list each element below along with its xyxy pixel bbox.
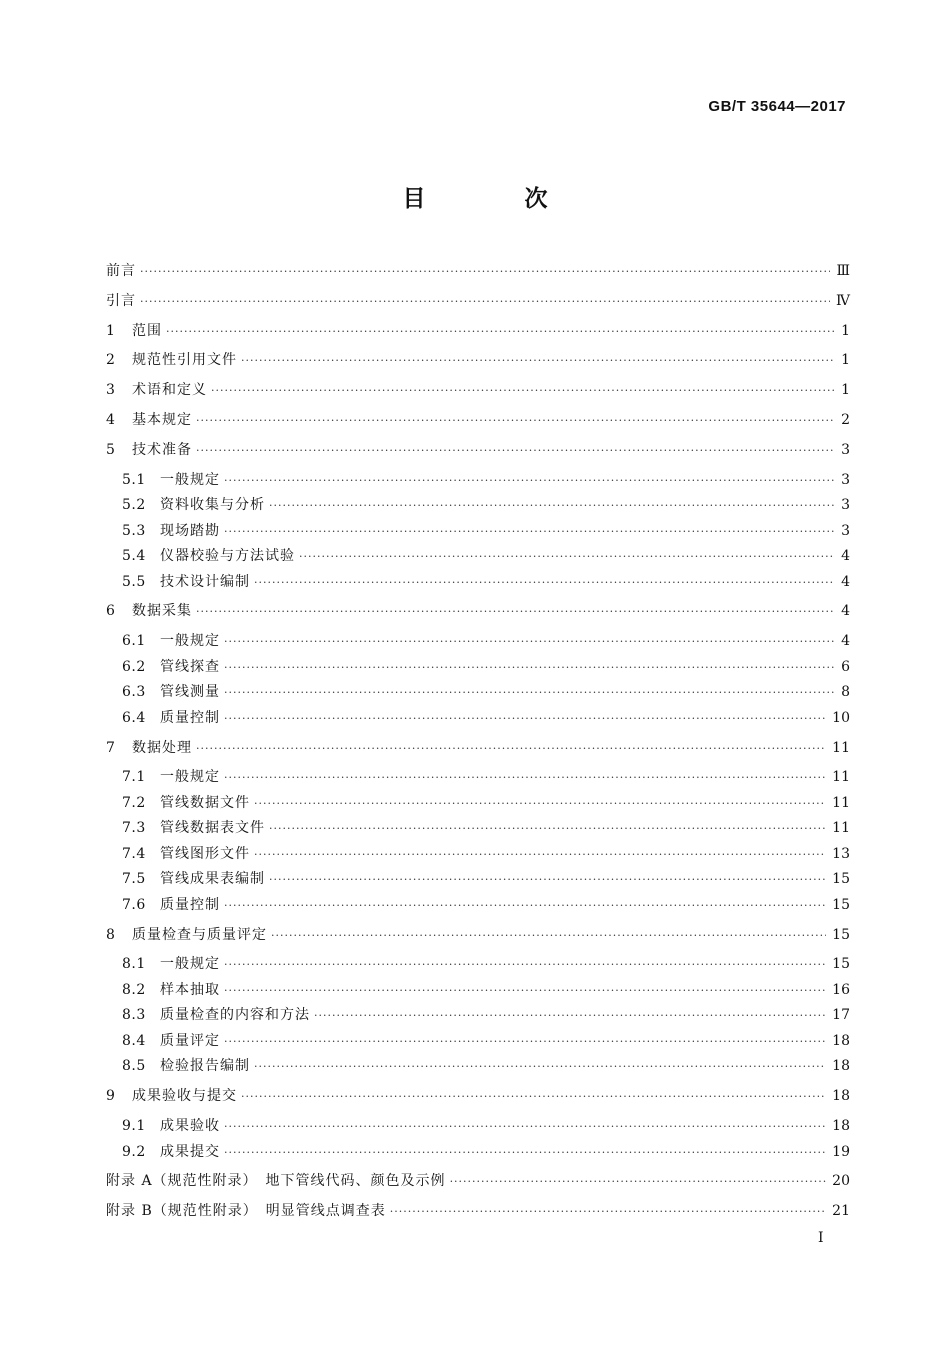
- page-folio: Ⅰ: [818, 1230, 824, 1246]
- toc-entry-number: 6.2: [122, 658, 146, 675]
- toc-entry-title: 管线图形文件: [160, 845, 250, 862]
- toc-entry-page: 3: [841, 441, 850, 458]
- toc-entry-label: [106, 817, 269, 837]
- toc-entry-title: 技术设计编制: [160, 573, 250, 590]
- toc-entry-number: 5: [106, 441, 116, 458]
- toc-leader-dots: [196, 742, 826, 755]
- toc-entry-number: 7.1: [122, 769, 146, 786]
- toc-entry-label: [106, 1055, 254, 1075]
- toc-entry-page: 2: [841, 412, 850, 428]
- toc-entry: [106, 1030, 850, 1050]
- toc-leader-dots: [140, 265, 830, 278]
- toc-entry-title: 技术准备: [132, 441, 192, 458]
- toc-entry: [106, 571, 850, 591]
- toc-entry-number: 4: [106, 412, 116, 428]
- toc-entry-page: 3: [841, 497, 850, 514]
- toc-leader-dots: [254, 797, 826, 810]
- toc-entry: [106, 290, 850, 310]
- toc-entry-label: [106, 707, 224, 727]
- toc-leader-dots: [196, 605, 835, 618]
- toc-entry: [106, 894, 850, 914]
- toc-entry-page: 18: [832, 1058, 850, 1075]
- toc-entry-label: [106, 409, 196, 429]
- toc-entry: [106, 320, 850, 340]
- toc-entry-page: 15: [832, 871, 850, 888]
- toc-entry-title: 数据处理: [132, 739, 192, 756]
- toc-entry: [106, 1004, 850, 1024]
- toc-entry-title: 数据采集: [132, 603, 192, 620]
- toc-entry-number: 1: [106, 322, 116, 339]
- toc-leader-dots: [450, 1175, 827, 1188]
- toc-entry-page: 18: [832, 1032, 850, 1049]
- toc-entry-page: 11: [832, 820, 850, 837]
- toc-entry-label: [106, 520, 224, 540]
- toc-entry-page: 11: [832, 739, 850, 756]
- toc-entry-title: 管线数据文件: [160, 794, 250, 811]
- toc-entry-title: 检验报告编制: [160, 1058, 250, 1075]
- toc-entry-page: 4: [841, 633, 850, 650]
- toc-entry: [106, 1141, 850, 1161]
- toc-entry-number: 8.1: [122, 956, 146, 973]
- toc-entry-number: 8.2: [122, 981, 146, 998]
- toc-entry-title: 质量控制: [160, 709, 220, 726]
- toc-entry-page: 18: [832, 1118, 850, 1134]
- toc-entry: [106, 766, 850, 786]
- toc-entry-label: [106, 260, 140, 280]
- toc-leader-dots: [196, 414, 835, 427]
- toc-entry-label: [106, 1115, 224, 1135]
- toc-leader-dots: [224, 712, 826, 725]
- toc-entry-page: 15: [832, 956, 850, 973]
- toc-entry-page: 4: [841, 573, 850, 590]
- standard-number: GB/T 35644—2017: [708, 98, 846, 115]
- toc-entry-number: 8.4: [122, 1032, 146, 1049]
- toc-leader-dots: [224, 686, 835, 699]
- toc-entry: [106, 656, 850, 676]
- toc-entry-title: 一般规定: [160, 633, 220, 650]
- toc-leader-dots: [224, 474, 835, 487]
- toc-entry-title: 管线数据表文件: [160, 820, 265, 837]
- toc-entry-title: 一般规定: [160, 769, 220, 786]
- toc-entry-page: 11: [832, 769, 850, 786]
- toc-entry-label: [106, 545, 299, 565]
- toc-entry-number: 9.1: [122, 1118, 146, 1134]
- toc-entry: [106, 924, 850, 944]
- toc-entry: [106, 379, 850, 399]
- toc-entry-label: [106, 1004, 314, 1024]
- toc-leader-dots: [224, 958, 826, 971]
- toc-entry: [106, 792, 850, 812]
- toc-entry-number: 6.4: [122, 709, 146, 726]
- toc-entry: [106, 737, 850, 757]
- toc-entry-title: 质量检查与质量评定: [132, 926, 267, 943]
- toc-entry-number: 2: [106, 352, 116, 369]
- toc-entry: [106, 260, 850, 280]
- toc-entry: [106, 707, 850, 727]
- toc-entry: [106, 681, 850, 701]
- toc-entry-number: 5.3: [122, 522, 146, 539]
- toc-entry-title: 质量控制: [160, 896, 220, 913]
- toc-entry-label: [106, 656, 224, 676]
- toc-leader-dots: [224, 984, 826, 997]
- toc-entry-title: 一般规定: [160, 956, 220, 973]
- toc-entry-page: 1: [841, 322, 850, 339]
- toc-entry-number: 7.4: [122, 845, 146, 862]
- toc-entry-label: [106, 1170, 450, 1190]
- toc-entry-label: [106, 600, 196, 620]
- toc-entry: [106, 979, 850, 999]
- toc-entry-page: 21: [832, 1203, 850, 1220]
- toc-entry-label: [106, 494, 269, 514]
- toc-entry-number: 7.5: [122, 871, 146, 888]
- toc-entry-page: Ⅳ: [836, 292, 850, 309]
- toc-leader-dots: [196, 444, 835, 457]
- toc-entry-title: 成果提交: [160, 1143, 220, 1160]
- toc-entry-number: 7.2: [122, 794, 146, 811]
- toc-entry-title: 管线成果表编制: [160, 871, 265, 888]
- toc-entry-label: [106, 1200, 390, 1220]
- toc-entry-page: 19: [832, 1143, 850, 1160]
- toc-entry-number: 5.4: [122, 548, 146, 565]
- toc-entry: [106, 1085, 850, 1105]
- toc-leader-dots: [224, 1120, 826, 1133]
- toc-entry-number: 8.3: [122, 1007, 146, 1024]
- toc-leader-dots: [314, 1009, 826, 1022]
- toc-entry-title: 术语和定义: [132, 382, 207, 399]
- toc-entry: [106, 439, 850, 459]
- toc-entry-page: 18: [832, 1088, 850, 1105]
- toc-leader-dots: [224, 1146, 826, 1159]
- toc-entry-page: 11: [832, 794, 850, 811]
- toc-entry-number: 9.2: [122, 1143, 146, 1160]
- toc-leader-dots: [254, 848, 826, 861]
- toc-entry-page: 4: [841, 548, 850, 565]
- toc-entry-number: 5.2: [122, 497, 146, 514]
- toc-entry-label: [106, 924, 271, 944]
- toc-entry: [106, 545, 850, 565]
- toc-entry: [106, 1200, 850, 1220]
- toc-entry-label: [106, 1030, 224, 1050]
- toc-entry-label: [106, 349, 241, 369]
- toc-leader-dots: [254, 576, 835, 589]
- toc-leader-dots: [241, 1090, 826, 1103]
- toc-entry-label: [106, 379, 211, 399]
- toc-entry-label: [106, 681, 224, 701]
- toc-entry-label: [106, 953, 224, 973]
- toc-entry-page: 1: [841, 382, 850, 399]
- toc-entry-number: 3: [106, 382, 116, 399]
- toc-leader-dots: [269, 822, 826, 835]
- toc-entry-title: 质量检查的内容和方法: [160, 1007, 310, 1024]
- toc-entry-title: 现场踏勘: [160, 522, 220, 539]
- toc-entry-label: [106, 439, 196, 459]
- toc-entry-label: [106, 979, 224, 999]
- toc-entry: [106, 520, 850, 540]
- toc-entry-number: 5.5: [122, 573, 146, 590]
- toc-entry: [106, 868, 850, 888]
- toc-entry: [106, 630, 850, 650]
- toc-entry: [106, 1115, 850, 1135]
- toc-entry-number: 7.6: [122, 896, 146, 913]
- toc-leader-dots: [224, 771, 826, 784]
- toc-entry-label: [106, 290, 140, 310]
- toc-entry-title: 资料收集与分析: [160, 497, 265, 514]
- toc-entry-page: 15: [832, 896, 850, 913]
- toc-leader-dots: [224, 1035, 826, 1048]
- toc-entry-number: 8: [106, 926, 116, 943]
- toc-leader-dots: [224, 899, 826, 912]
- toc-entry-title: 仪器校验与方法试验: [160, 548, 295, 565]
- toc-entry-label: [106, 1085, 241, 1105]
- toc-leader-dots: [140, 295, 830, 308]
- toc-entry-page: 16: [832, 981, 850, 998]
- toc-entry-title: 一般规定: [160, 471, 220, 488]
- toc-entry-title: 成果验收: [160, 1118, 220, 1134]
- toc-entry-title: 附录 B（规范性附录） 明显管线点调查表: [106, 1203, 386, 1220]
- toc-entry-number: 7: [106, 739, 116, 756]
- toc-entry-number: 9: [106, 1088, 116, 1105]
- toc-leader-dots: [254, 1060, 826, 1073]
- toc-entry-label: [106, 766, 224, 786]
- toc-entry: [106, 1055, 850, 1075]
- toc-entry-label: [106, 630, 224, 650]
- toc-entry-number: 7.3: [122, 820, 146, 837]
- toc-leader-dots: [224, 661, 835, 674]
- toc-entry-number: 6.3: [122, 684, 146, 701]
- toc-entry-page: 8: [841, 684, 850, 701]
- toc-entry-page: 17: [832, 1007, 850, 1024]
- toc-entry-page: Ⅲ: [836, 263, 850, 279]
- toc-entry-title: 质量评定: [160, 1032, 220, 1049]
- toc-entry-label: [106, 868, 269, 888]
- toc-entry-page: 15: [832, 926, 850, 943]
- toc-entry-label: [106, 571, 254, 591]
- toc-leader-dots: [271, 929, 826, 942]
- toc-entry-label: [106, 737, 196, 757]
- toc-entry-page: 1: [841, 352, 850, 369]
- toc-entry-page: 4: [841, 603, 850, 620]
- toc-leader-dots: [269, 873, 826, 886]
- toc-entry-title: 附录 A（规范性附录） 地下管线代码、颜色及示例: [106, 1173, 446, 1190]
- toc-entry-page: 10: [832, 709, 850, 726]
- toc-entry-title: 前言: [106, 263, 136, 279]
- toc-leader-dots: [241, 354, 835, 367]
- toc-entry-label: [106, 843, 254, 863]
- toc-entry: [106, 1170, 850, 1190]
- toc-entry-label: [106, 894, 224, 914]
- toc-entry-label: [106, 792, 254, 812]
- toc-leader-dots: [269, 499, 835, 512]
- toc-entry-page: 3: [841, 522, 850, 539]
- toc-entry-title: 管线测量: [160, 684, 220, 701]
- toc-entry-title: 引言: [106, 292, 136, 309]
- toc-leader-dots: [299, 550, 835, 563]
- toc-entry-title: 成果验收与提交: [132, 1088, 237, 1105]
- toc-leader-dots: [166, 325, 835, 338]
- toc-entry-number: 6: [106, 603, 116, 620]
- toc-entry: [106, 494, 850, 514]
- toc-entry: [106, 409, 850, 429]
- toc-leader-dots: [224, 525, 835, 538]
- toc-entry-title: 范围: [132, 322, 162, 339]
- toc-entry: [106, 349, 850, 369]
- toc-entry-label: [106, 320, 166, 340]
- toc-entry-label: [106, 469, 224, 489]
- toc-entry-number: 6.1: [122, 633, 146, 650]
- toc-entry: [106, 600, 850, 620]
- toc-entry-title: 基本规定: [132, 412, 192, 428]
- page-title: 目 次: [402, 186, 586, 212]
- toc-entry-number: 5.1: [122, 471, 146, 488]
- toc-leader-dots: [390, 1205, 826, 1218]
- toc-entry: [106, 469, 850, 489]
- toc-leader-dots: [224, 635, 835, 648]
- toc-leader-dots: [211, 384, 835, 397]
- toc-entry-title: 管线探查: [160, 658, 220, 675]
- toc-entry-title: 规范性引用文件: [132, 352, 237, 369]
- toc-entry-page: 3: [841, 471, 850, 488]
- toc-entry-page: 6: [841, 658, 850, 675]
- toc-entry-title: 样本抽取: [160, 981, 220, 998]
- toc-entry-label: [106, 1141, 224, 1161]
- toc-entry: [106, 817, 850, 837]
- toc-entry-page: 13: [832, 845, 850, 862]
- toc-entry-page: 20: [832, 1173, 850, 1190]
- toc-entry: [106, 843, 850, 863]
- toc-entry-number: 8.5: [122, 1058, 146, 1075]
- toc-entry: [106, 953, 850, 973]
